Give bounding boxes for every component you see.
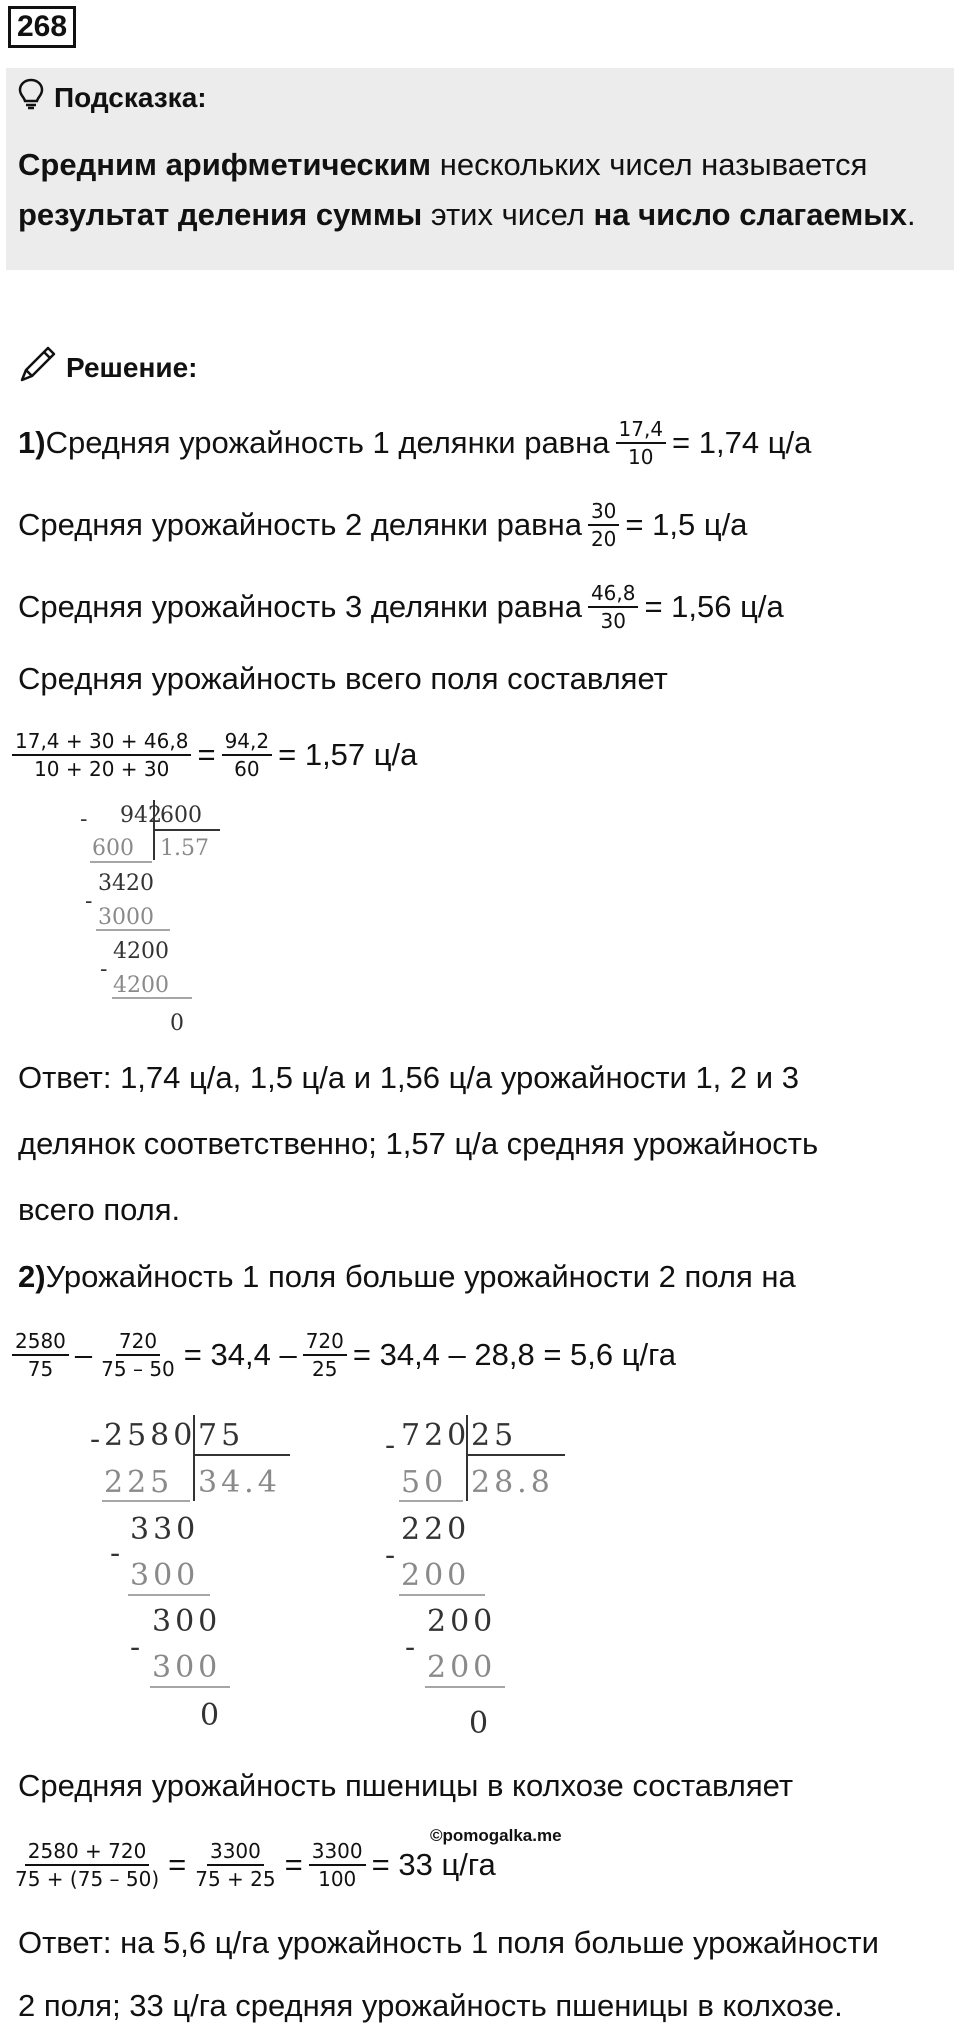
denominator: 20: [590, 527, 617, 551]
line-part2: [18, 1257, 796, 1297]
subtrahend: 200: [401, 1558, 471, 1593]
numerator: 720: [303, 1330, 347, 1356]
answer1-text: всего поля.: [18, 1192, 181, 1227]
numerator: 2580: [12, 1330, 69, 1356]
denominator: 75: [27, 1357, 54, 1381]
fraction: [588, 582, 639, 632]
equals: =: [168, 1847, 187, 1882]
numerator: 17,4: [616, 418, 667, 444]
quotient: 1.57: [160, 836, 209, 861]
field-average-formula: [12, 730, 417, 780]
denominator: 75 + 25: [195, 1867, 276, 1891]
hint-text-2: этих чисел: [422, 197, 594, 232]
result: = 1,5 ц/а: [625, 507, 748, 542]
divisor: 75: [198, 1418, 245, 1453]
part2-text: Урожайность 1 поля больше урожайности 2 поля на: [45, 1259, 796, 1294]
field-average-text: Средняя урожайность всего поля составляет: [18, 661, 668, 696]
hint-bold-2: результат деления суммы: [18, 197, 423, 232]
result: = 1,57 ц/а: [278, 737, 418, 772]
line-plot2-text: Средняя урожайность 2 делянки равна: [18, 507, 582, 542]
fraction: [12, 1330, 69, 1380]
numerator: 720: [116, 1330, 160, 1356]
solution-header: [18, 344, 197, 391]
minus-sign: -: [405, 1630, 420, 1665]
hint-text-1: нескольких чисел называется: [431, 147, 868, 182]
fraction: [98, 1330, 178, 1380]
hint-text-3: .: [907, 197, 916, 232]
numerator: 46,8: [588, 582, 639, 608]
numerator: 30: [588, 500, 619, 526]
remainder: 220: [401, 1512, 471, 1547]
remainder: 0: [170, 1011, 184, 1036]
answer1-line1: [18, 1058, 799, 1098]
subtrahend: 3000: [98, 905, 154, 930]
denominator: 75 + (75 – 50): [15, 1867, 160, 1891]
part3-text: Средняя урожайность пшеницы в колхозе составляет: [18, 1768, 794, 1803]
denominator: 30: [600, 609, 626, 633]
line-plot1: [18, 418, 811, 468]
long-division-2580-75: [90, 1415, 310, 1735]
answer1-line2: [18, 1124, 818, 1164]
minus-sign: -: [85, 889, 93, 914]
hint-bold-3: на число слагаемых: [593, 197, 908, 232]
part2-label: 2): [18, 1259, 46, 1294]
minus-sign: -: [80, 807, 88, 832]
answer1-line3: [18, 1190, 180, 1230]
fraction: [303, 1330, 347, 1380]
fraction: [12, 730, 191, 780]
fraction: [12, 1840, 162, 1890]
task-number: 268: [8, 6, 76, 48]
subtrahend: 600: [92, 836, 134, 861]
hint-text: [18, 140, 938, 240]
denominator: 60: [234, 757, 260, 781]
answer2-line2: [18, 1986, 843, 2026]
minus-sign: -: [385, 1538, 400, 1573]
denominator: 10: [628, 445, 654, 469]
divisor: 25: [471, 1418, 518, 1453]
line-field-average: [18, 659, 668, 699]
long-division-720-25: [385, 1415, 585, 1735]
answer2-line1: [18, 1923, 879, 1963]
answer1-text: Ответ: 1,74 ц/а, 1,5 ц/а и 1,56 ц/а урожайности 1, 2 и 3: [18, 1060, 799, 1095]
minus: –: [74, 1337, 93, 1372]
minus-sign: -: [130, 1630, 145, 1665]
fraction: [588, 500, 619, 550]
subtrahend: 200: [427, 1650, 497, 1685]
numerator: 3300: [309, 1840, 366, 1866]
pencil-icon: [18, 344, 58, 391]
subtrahend: 300: [152, 1650, 222, 1685]
result: = 1,74 ц/а: [672, 425, 812, 460]
hint-header: [18, 78, 207, 117]
part3-formula: [12, 1840, 496, 1890]
result: = 33 ц/га: [371, 1847, 496, 1882]
subtrahend: 300: [130, 1558, 200, 1593]
equals: =: [197, 737, 216, 772]
answer2-text: Ответ: на 5,6 ц/га урожайность 1 поля больше урожайности: [18, 1925, 879, 1960]
subtrahend: 50: [401, 1465, 448, 1500]
line-plot3-text: Средняя урожайность 3 делянки равна: [18, 589, 582, 624]
subtrahend: 225: [104, 1465, 174, 1500]
subtrahend: 4200: [113, 973, 169, 998]
answer1-text: делянок соответственно; 1,57 ц/а средняя урожайность: [18, 1126, 819, 1161]
equals: =: [284, 1847, 303, 1882]
remainder: 0: [469, 1706, 493, 1735]
dividend: 942: [120, 803, 162, 828]
fraction: [222, 730, 273, 780]
dividend: 2580: [104, 1418, 197, 1453]
denominator: 75 – 50: [101, 1357, 175, 1381]
part2-formula: [12, 1330, 676, 1380]
result: = 34,4 – 28,8 = 5,6 ц/га: [352, 1337, 676, 1372]
fraction: [309, 1840, 366, 1890]
answer2-text: 2 поля; 33 ц/га средняя урожайность пшеницы в колхозе.: [18, 1988, 843, 2023]
remainder: 200: [427, 1604, 497, 1639]
minus-sign: -: [100, 957, 108, 982]
line-plot2: [18, 500, 747, 550]
divisor: 600: [160, 803, 202, 828]
minus-sign: -: [90, 1422, 105, 1457]
intermediate: = 34,4 –: [183, 1337, 297, 1372]
dividend: 720: [401, 1418, 471, 1453]
fraction: [616, 418, 667, 468]
numerator: 3300: [207, 1840, 264, 1866]
hint-title: Подсказка:: [54, 81, 207, 113]
denominator: 100: [318, 1867, 357, 1891]
remainder: 330: [130, 1512, 200, 1547]
remainder: 3420: [98, 871, 154, 896]
denominator: 25: [312, 1357, 338, 1381]
minus-sign: -: [110, 1536, 125, 1571]
line-part3: [18, 1766, 793, 1806]
line-plot3: [18, 582, 784, 632]
remainder: 4200: [113, 939, 169, 964]
quotient: 28.8: [471, 1465, 554, 1500]
denominator: 10 + 20 + 30: [34, 757, 170, 781]
fraction: [192, 1840, 278, 1890]
result: = 1,56 ц/а: [644, 589, 784, 624]
hint-bold-1: Средним арифметическим: [18, 147, 432, 182]
remainder: 0: [200, 1698, 224, 1733]
solution-title: Решение:: [66, 351, 198, 383]
line-plot1-text: Средняя урожайность 1 делянки равна: [45, 425, 610, 460]
numerator: 17,4 + 30 + 46,8: [12, 730, 191, 756]
lightbulb-icon: [18, 78, 44, 117]
numerator: 2580 + 720: [25, 1840, 150, 1866]
remainder: 300: [152, 1604, 222, 1639]
quotient: 34.4: [198, 1465, 281, 1500]
numerator: 94,2: [222, 730, 273, 756]
part1-label: 1): [18, 425, 46, 460]
minus-sign: -: [385, 1428, 400, 1463]
long-division-942-600: [80, 800, 250, 1040]
watermark: ©pomogalka.me: [430, 1826, 562, 1845]
